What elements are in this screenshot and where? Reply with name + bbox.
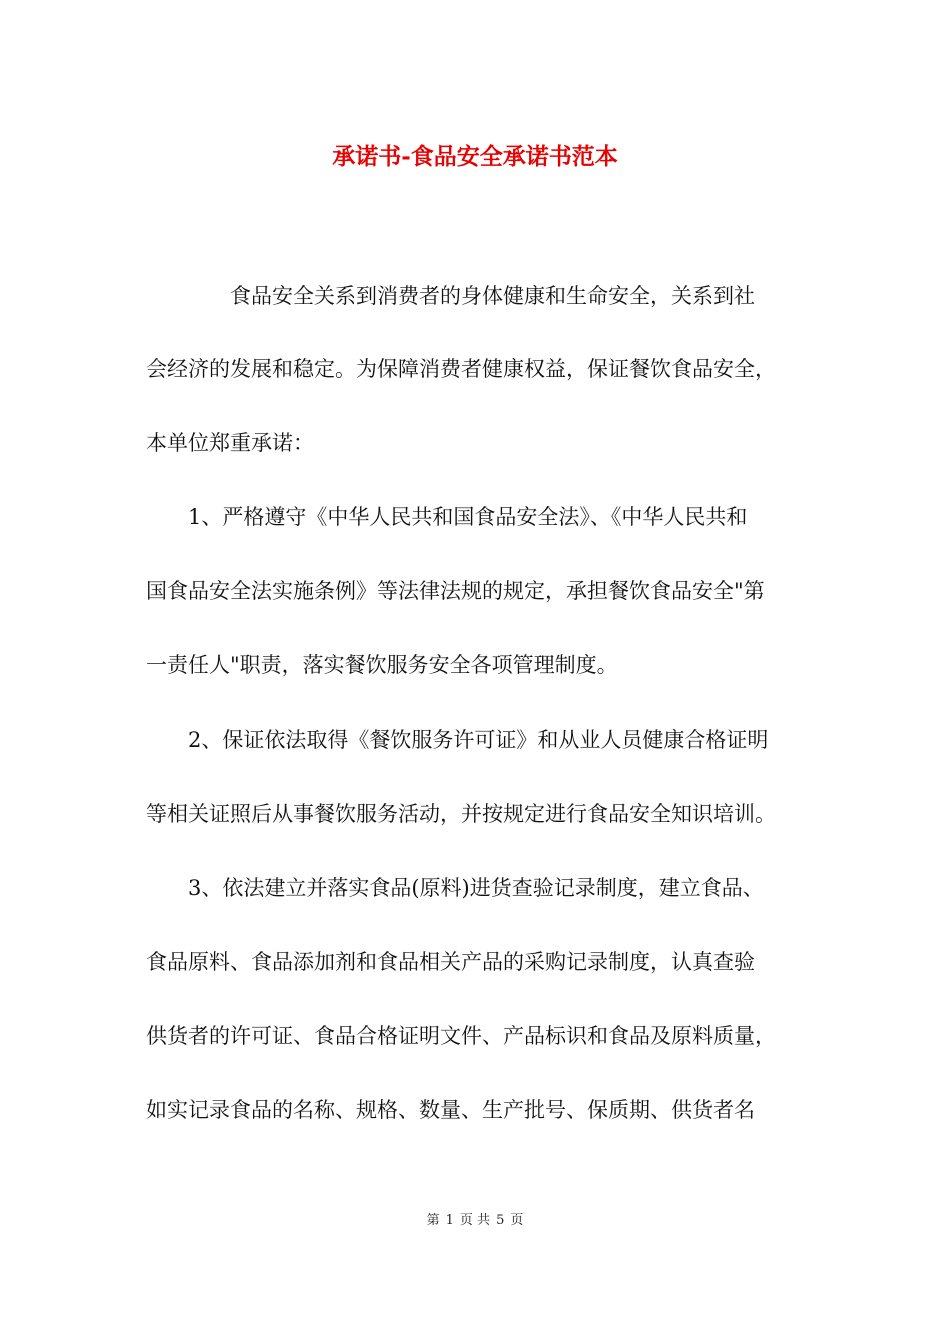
body-line: 供货者的许可证、食品合格证明文件、产品标识和食品及原料质量， (146, 1024, 776, 1048)
body-line: 3、依法建立并落实食品(原料)进货查验记录制度，建立食品、 (146, 876, 764, 900)
page-number-footer (0, 1209, 950, 1228)
body-line: 2、保证依法取得《餐饮服务许可证》和从业人员健康合格证明 (146, 728, 769, 752)
body-line: 食品安全关系到消费者的身体健康和生命安全，关系到社 (146, 284, 755, 308)
document-title: 承诺书-食品安全承诺书范本 (332, 143, 618, 170)
page-suffix: 页 (510, 1213, 524, 1228)
body-line: 1、严格遵守《中华人民共和国食品安全法》、《中华人民共和 (146, 505, 748, 529)
body-line: 本单位郑重承诺： (146, 431, 314, 455)
body-line: 会经济的发展和稳定。为保障消费者健康权益，保证餐饮食品安全， (146, 357, 776, 381)
body-line: 国食品安全法实施条例》等法律法规的规定，承担餐饮食品安全"第 (146, 579, 765, 603)
page-mid-text: 页 共 (459, 1213, 491, 1228)
body-line: 如实记录食品的名称、规格、数量、生产批号、保质期、供货者名 (146, 1098, 755, 1122)
current-page-number: 1 (445, 1213, 454, 1228)
body-line: 食品原料、食品添加剂和食品相关产品的采购记录制度，认真查验 (146, 950, 755, 974)
total-pages-number: 5 (496, 1213, 505, 1228)
page-prefix: 第 (426, 1213, 440, 1228)
body-line: 等相关证照后从事餐饮服务活动，并按规定进行食品安全知识培训。 (146, 802, 776, 826)
body-line: 一责任人"职责，落实餐饮服务安全各项管理制度。 (146, 653, 618, 677)
